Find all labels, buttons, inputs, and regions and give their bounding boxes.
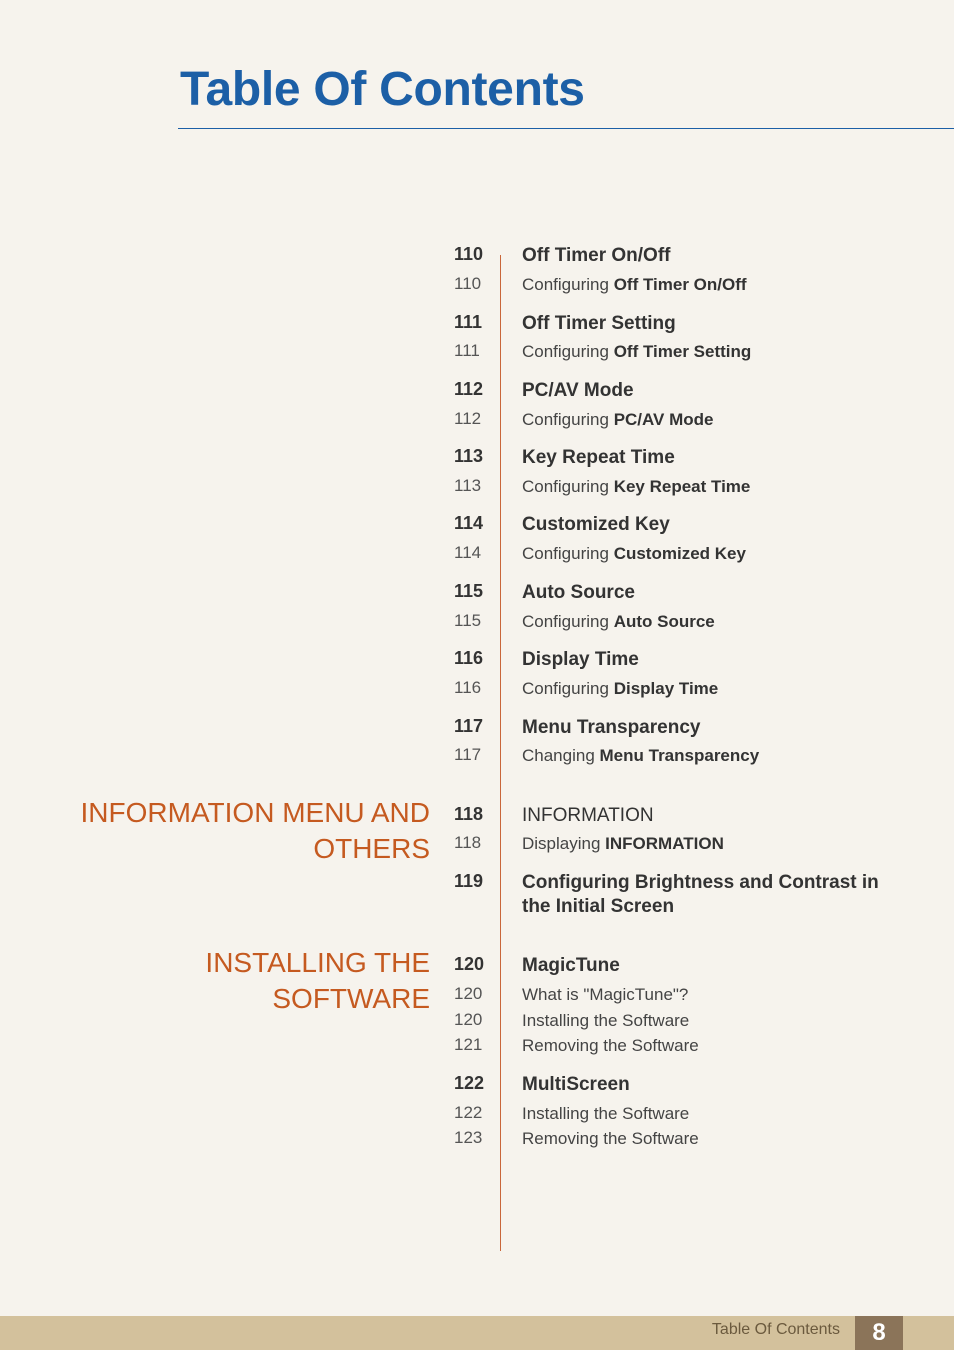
toc-page-number: 120 [454,1010,483,1029]
toc-entry-title: Configuring Brightness and Contrast in the Initial Screen [522,872,879,917]
toc-entry-title: Customized Key [522,514,670,535]
toc-page-number: 113 [454,476,482,495]
toc-page-number: 121 [454,1035,483,1054]
toc-vertical-divider [500,255,501,1251]
page-number-badge: 8 [855,1316,903,1350]
page-title: Table Of Contents [180,63,585,116]
toc-entry-title: Menu Transparency [522,717,701,738]
toc-page-number: 116 [454,678,482,697]
footer-label: Table Of Contents [711,1321,840,1338]
toc-entry-title: PC/AV Mode [522,380,634,401]
toc-entry-title: INFORMATION [522,805,654,826]
toc-entry-title: Off Timer Setting [522,313,676,334]
toc-page-number: 123 [454,1128,483,1147]
toc-entry-text: Removing the Software [522,1129,699,1148]
toc-entry-text: What is "MagicTune"? [522,985,689,1004]
toc-page-number: 110 [454,274,482,293]
toc-entry-text: Configuring Off Timer Setting [522,342,752,361]
toc-entry-text: Removing the Software [522,1036,699,1055]
toc-page-number: 122 [454,1073,485,1093]
toc-entry-text: Installing the Software [522,1104,690,1123]
toc-entry-text: Configuring PC/AV Mode [522,410,714,429]
toc-entry-text: Configuring Auto Source [522,612,715,631]
toc-page-number: 112 [454,409,482,428]
toc-page-number: 120 [454,954,485,974]
toc-entry-text: Changing Menu Transparency [522,746,760,765]
toc-entry-title: MagicTune [522,955,620,976]
toc-page-number: 118 [454,804,484,824]
toc-page-number: 114 [454,543,482,562]
toc-page-number: 113 [454,446,484,466]
toc-page-number: 111 [454,341,480,360]
toc-entry-text: Installing the Software [522,1011,690,1030]
toc-page-number: 122 [454,1103,483,1122]
toc-page-number: 116 [454,648,484,668]
toc-entry-text: Configuring Off Timer On/Off [522,275,747,294]
toc-entry-text: Configuring Key Repeat Time [522,477,751,496]
toc-page-number: 115 [454,581,484,601]
toc-entry-text: Displaying INFORMATION [522,834,724,853]
chapter-heading-installing-software: INSTALLING THE SOFTWARE [205,947,430,1014]
toc-page-number: 118 [454,833,482,852]
toc-page-number: 119 [454,871,484,891]
toc-entry-title: MultiScreen [522,1074,630,1095]
toc-entry-text: Configuring Display Time [522,679,719,698]
toc-entry-title: Off Timer On/Off [522,245,671,266]
title-divider [178,128,954,129]
toc-entry-title: Key Repeat Time [522,447,675,468]
toc-page-number: 114 [454,513,484,533]
toc-entry-title: Display Time [522,649,639,670]
toc-page-number: 115 [454,611,482,630]
toc-page-number: 117 [454,716,484,736]
toc-entry-text: Configuring Customized Key [522,544,746,563]
toc-page-number: 120 [454,984,483,1003]
toc-page-number: 110 [454,244,484,264]
toc-page-number: 117 [454,745,482,764]
toc-page-number: 111 [454,312,483,332]
toc-page-number: 112 [454,379,484,399]
chapter-heading-information-menu: INFORMATION MENU AND OTHERS [80,797,430,864]
toc-entry-title: Auto Source [522,582,635,603]
